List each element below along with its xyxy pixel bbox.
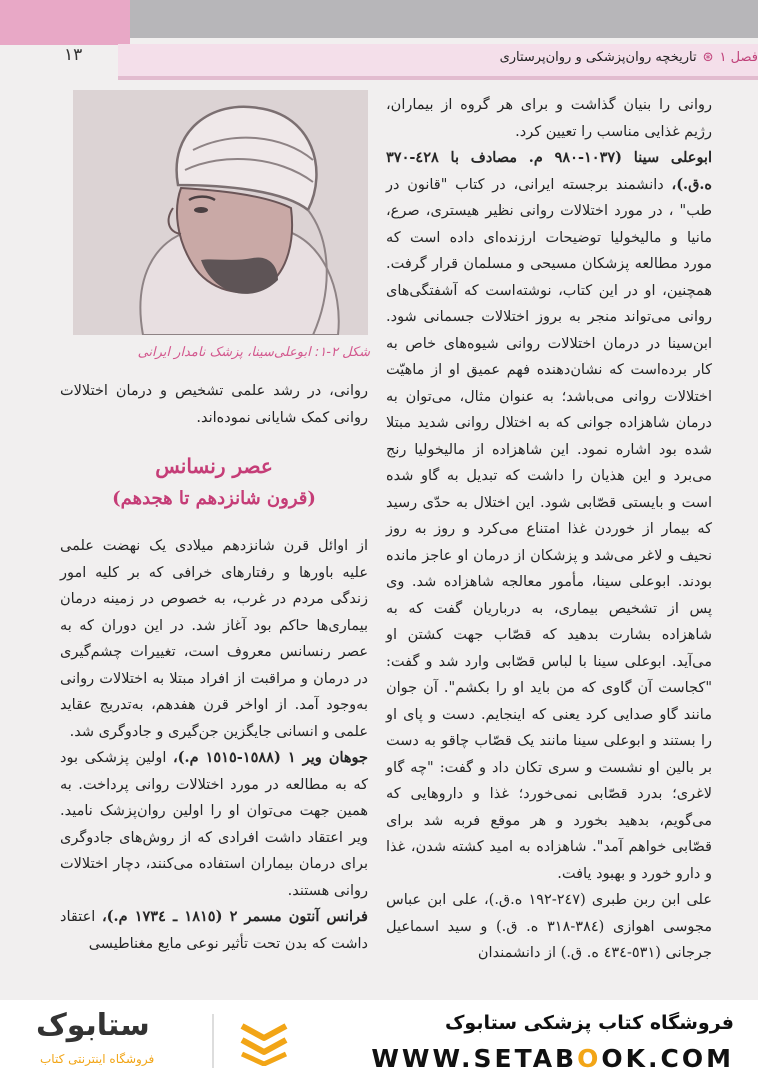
section-title: عصر رنسانس [155,454,273,478]
logo-wordmark: ستابوک [36,1008,150,1043]
others-paragraph: علی ابن ربن طبری (٢٤٧-١٩٢ ه.ق.)، علی ابن عباس مجوسی اهوازی (٣٨٤-٣١٨ ه. ق.) و سید اسماعیل جرجانی (٥٣١-٤٣٤ ه. ق.) از دانشمندان [386,892,713,961]
chapter-title: تاریخچه روان‌پزشکی و روان‌پرستاری [499,50,697,65]
running-head [500,50,758,65]
mesmer-body: اعتقاد داشت که بدن تحت تأثیر نوعی مایع مغناطیسی [60,909,368,952]
avicenna-body: دانشمند برجسته ایرانی، در کتاب "قانون در طب" ، در مورد اختلالات روانی نظیر هیستری، صرع، مانیا و مالیخولیا توضیحات ارزنده‌ای داده است که مورد مطالعه پزشکان مسیحی و مسلمان قرار گرفت. همچنین، او در این کتاب، نوشته‌است که آشفتگی‌های روانی می‌تواند منجر به بروز اختلالات جسمانی شود. ابن‌سینا در درمان اختلالات روانی شیوه‌های خاص به کار برده‌است که نشان‌دهنده فهم عمیق او از ماهیّت اختلالات روانی می‌باشد؛ به عنوان مثال، می‌توان به درمان شاهزاده جوانی که به اختلال روانی شدید مبتلا شده بود اشاره نمود. این شاهزاده از مالیخولیا رنج می‌برد و این هذیان را داشت که تبدیل به گاو شده است و بایستی قصّابی شود. این اختلال به حدّی رسید که بیمار از خوردن غذا امتناع می‌کرد و روز به روز نحیف و لاغر می‌شد و پزشکان از درمان او عاجز مانده بودند. ابوعلی سینا، مأمور معالجه شاهزاده شد. وی پس از تشخیص بیماری، به درباریان گفت که به شاهزاده بشارت بدهید که قصّاب جهت کشتن او می‌آید. ابوعلی سینا با لباس قصّابی وارد شد و گفت: "کجاست آن گاوی که من باید او را بکشم". آن جوان مانند گاو صدایی کرد یعنی که اینجایم. دست و پای او را بستند و ابوعلی سینا مانند یک قصّاب چاقو به دست بر بالین او نشست و سری تکان داد و گفت: "چه گاو لاغری؛ بدرد قصّابی نمی‌خورد؛ غذا و داروهایی که می‌گویم، بدهید بخورد و هر موقع فربه شد برای قصّابی خواهم آمد". شاهزاده به امید کشته شدن، غذا و دارو خورد و بهبود یافت. [386,176,712,882]
store-footer-banner [0,1000,758,1080]
continuation-paragraph: روانی، در رشد علمی تشخیص و درمان اختلالات روانی کمک شایانی نموده‌اند. [60,383,368,426]
page-header [118,44,758,80]
intro-paragraph: روانی را بنیان گذاشت و برای هر گروه از بیماران، رژیم غذایی مناسب را تعیین کرد. [386,97,712,140]
avicenna-portrait [73,90,368,335]
header-bullet-icon: ⊛ [702,50,714,65]
url-part-2: OK.COM [601,1044,734,1073]
left-text-column [60,378,368,957]
page-number: ١٣ [64,45,83,65]
book-stack-logo-icon [238,1018,290,1066]
shop-url[interactable] [371,1044,734,1073]
portrait-illustration [73,90,368,335]
weyer-body: اولین پزشکی بود که به مطالعه در مورد اختلالات روانی پرداخت. به همین جهت می‌توان او را اولین روان‌پزشک نامید. ویر اعتقاد داشت افرادی که از روش‌های جادوگری برای درمان بیماران استفاده می‌کنند، دچار اختلالات روانی هستند. [60,750,368,899]
mesmer-heading: فرانس آنتون مسمر ٢ (١٨١٥ ـ ١٧٣٤ م.)، [101,908,368,925]
right-text-column [386,92,712,967]
logo-divider [212,1014,214,1068]
weyer-paragraph [60,745,368,904]
renaissance-paragraph: از اوائل قرن شانزدهم میلادی یک نهضت علمی علیه باورها و رفتارهای خرافی که بر کلیه امور زندگی مردم در غرب، به خصوص در زمینه درمان بیماری‌ها حاکم بود آغاز شد. در این دوران که به عصر رنسانس معروف است، تغییرات چشم‌گیری در درمان و مراقبت از افراد مبتلا به اختلالات روانی به‌وجود آمد. از اواخر قرن هفدهم، به‌تدریج عقاید علمی و انسانی جایگزین جن‌گیری و جادوگری شد. [60,538,368,740]
logo-tagline: فروشگاه اینترنتی کتاب [40,1052,155,1066]
avicenna-paragraph [386,145,712,887]
top-pink-block [0,0,130,45]
avicenna-heading: ابوعلی سینا (١٠٣٧-٩٨٠ م. مصادف با ٤٢٨-٣٧٠ ه.ق.)، [386,149,712,193]
mesmer-paragraph [60,904,368,957]
chapter-label: فصل ١ [719,50,758,65]
shop-name: فروشگاه کتاب پزشکی ستابوک [444,1012,734,1034]
header-rule [118,76,758,80]
weyer-heading: جوهان ویر ١ (١٥٨٨-١٥١٥ م.)، [172,749,368,766]
url-part-1: WWW.SETAB [371,1044,578,1073]
section-subtitle: (قرون شانزدهم تا هجدهم) [112,488,316,509]
figure-caption: شکل ۲-١: ابوعلی‌سینا، پزشک نامدار ایرانی [137,345,370,360]
url-accent-letter: O [577,1044,602,1073]
